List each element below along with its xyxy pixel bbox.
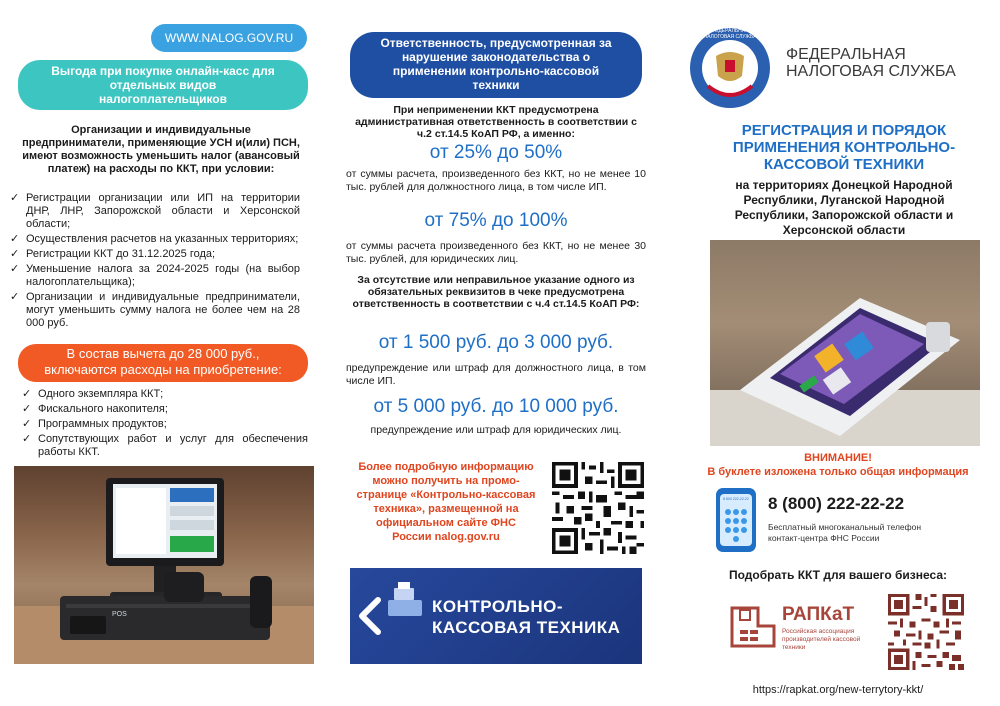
main-title: РЕГИСТРАЦИЯ И ПОРЯДОК ПРИМЕНЕНИЯ КОНТРОЛЬНО-КАССОВОЙ ТЕХНИКИ — [732, 122, 956, 173]
org-name — [786, 46, 986, 80]
pos-terminal-photo — [14, 466, 314, 664]
check-icon: ✓ — [10, 263, 20, 275]
qr-code-icon[interactable] — [888, 594, 964, 670]
requisites-paragraph: За отсутствие или неправильное указание одного из обязательных реквизитов в чеке предусмотрена ответственность в соответствии с ч.4 ст.14.5 КоАП РФ: — [352, 274, 640, 310]
chevron-left-icon — [356, 596, 384, 636]
list-item: ✓ Уменьшение налога за 2024-2025 годы (на выбор налогоплательщика); — [10, 263, 300, 288]
list-item: ✓ Программных продуктов; — [22, 418, 167, 430]
qr-code-rapkat — [888, 594, 964, 670]
list-item: ✓ Регистрации ККТ до 31.12.2025 года; — [10, 248, 216, 260]
check-icon: ✓ — [22, 403, 32, 415]
pick-kkt-title: Подобрать ККТ для вашего бизнеса: — [728, 568, 947, 582]
benefit-title: Выгода при покупке онлайн-касс для отдельных видов налогоплательщиков — [51, 64, 275, 106]
fine-rub-legal: от 5 000 руб. до 10 000 руб. — [373, 396, 619, 417]
kkt-banner-text: КОНТРОЛЬНО-КАССОВАЯ ТЕХНИКА — [432, 597, 621, 637]
more-info-text: Более подробную информацию можно получить на промо-странице «Контрольно-кассовая техника», размещенной на официальном сайте ФНС России nalog.gov.ru — [356, 461, 536, 543]
fine-percent-official-desc: от суммы расчета, произведенного без ККТ, но не менее 10 тыс. рублей для должностного лица, в том числе ИП. — [346, 168, 646, 193]
expenses-list — [22, 388, 308, 461]
phone-screen-text: 8 800 222-22-22 — [723, 497, 749, 501]
responsibility-title-banner — [350, 32, 642, 98]
website-link[interactable]: WWW.NALOG.GOV.RU — [164, 31, 294, 45]
list-item: ✓ Одного экземпляра ККТ; — [22, 388, 164, 400]
no-kkt-paragraph: При неприменении ККТ предусмотрена административная ответственность в соответствии с ч.2 ст.14.5 КоАП РФ, а именно: — [355, 104, 637, 140]
rapkat-url[interactable]: https://rapkat.org/new-terrytory-kkt/ — [752, 684, 924, 696]
kkt-banner[interactable] — [350, 568, 642, 664]
svg-text:POS: POS — [112, 611, 127, 618]
fine-percent-legal-desc: от суммы расчета произведенного без ККТ, но не менее 30 тыс. рублей, для юридических лиц. — [346, 240, 646, 265]
list-item: ✓ Регистрации организации или ИП на территории ДНР, ЛНР, Запорожской области и Херсонской области; — [10, 192, 300, 230]
fine-rub-official: от 1 500 руб. до 3 000 руб. — [378, 332, 614, 353]
org-name-line2: НАЛОГОВАЯ СЛУЖБА — [786, 63, 956, 80]
check-icon: ✓ — [22, 418, 32, 430]
register-icon — [384, 582, 428, 622]
deduction-banner — [18, 344, 308, 382]
emblem-ring-text: ФЕДЕРАЛЬНАЯ НАЛОГОВАЯ СЛУЖБА — [703, 28, 757, 40]
phone-icon — [716, 488, 756, 552]
check-icon: ✓ — [22, 388, 32, 400]
column-benefits — [0, 0, 318, 706]
column-responsibility — [330, 0, 662, 706]
qr-code-icon[interactable] — [552, 462, 644, 554]
list-item: ✓ Осуществления расчетов на указанных территориях; — [10, 233, 299, 245]
org-name-line1: ФЕДЕРАЛЬНАЯ — [786, 46, 906, 63]
fine-percent-legal: от 75% до 100% — [424, 210, 568, 231]
list-item: ✓ Сопутствующих работ и услуг для обеспечения работы ККТ. — [22, 433, 308, 458]
column-cover — [676, 0, 1000, 706]
kkt-device-photo — [710, 240, 980, 446]
check-icon: ✓ — [10, 248, 20, 260]
deduction-title: В состав вычета до 28 000 руб., включаются расходы на приобретение: — [44, 346, 282, 377]
rapkat-desc: Российская ассоциация производителей кассовой техники — [782, 628, 861, 651]
benefit-title-banner — [18, 60, 308, 110]
responsibility-title: Ответственность, предусмотренная за нарушение законодательства о применении контрольно-кассовой техники — [380, 36, 612, 92]
benefit-intro: Организации и индивидуальные предприниматели, применяющие УСН и(или) ПСН, имеют возможность уменьшить налог (авансовый платеж) на расходы по ККТ, при условии: — [22, 124, 300, 175]
rapkat-name: РАПКаТ — [782, 604, 855, 625]
kkt-device-illustration — [710, 240, 980, 446]
qr-code-promo — [552, 462, 644, 554]
fine-percent-official: от 25% до 50% — [429, 142, 563, 163]
fns-emblem-icon — [688, 26, 772, 110]
website-badge[interactable] — [151, 24, 307, 52]
list-item: ✓ Организации и индивидуальные предприниматели, могут уменьшить сумму налога не более чем на 28 000 руб. — [10, 291, 300, 329]
fine-rub-legal-desc: предупреждение или штраф для юридических лиц. — [370, 424, 622, 436]
hotline-number[interactable]: 8 (800) 222-22-22 — [768, 494, 905, 513]
attention-heading: ВНИМАНИЕ! — [804, 452, 872, 464]
territories-subtitle: на территориях Донецкой Народной Республики, Луганской Народной Республики, Запорожской области и Херсонской области — [734, 178, 954, 237]
check-icon: ✓ — [10, 233, 20, 245]
attention-text: В буклете изложена только общая информация — [707, 466, 969, 478]
list-item: ✓ Фискального накопителя; — [22, 403, 168, 415]
check-icon: ✓ — [10, 291, 20, 303]
pos-terminal-illustration — [14, 466, 314, 664]
check-icon: ✓ — [10, 192, 20, 204]
hotline-desc: Бесплатный многоканальный телефон контакт-центра ФНС России — [768, 522, 922, 543]
fine-rub-official-desc: предупреждение или штраф для должностного лица, в том числе ИП. — [346, 362, 646, 387]
conditions-list — [10, 192, 300, 332]
rapkat-logo-icon[interactable] — [728, 600, 778, 652]
check-icon: ✓ — [22, 433, 32, 445]
